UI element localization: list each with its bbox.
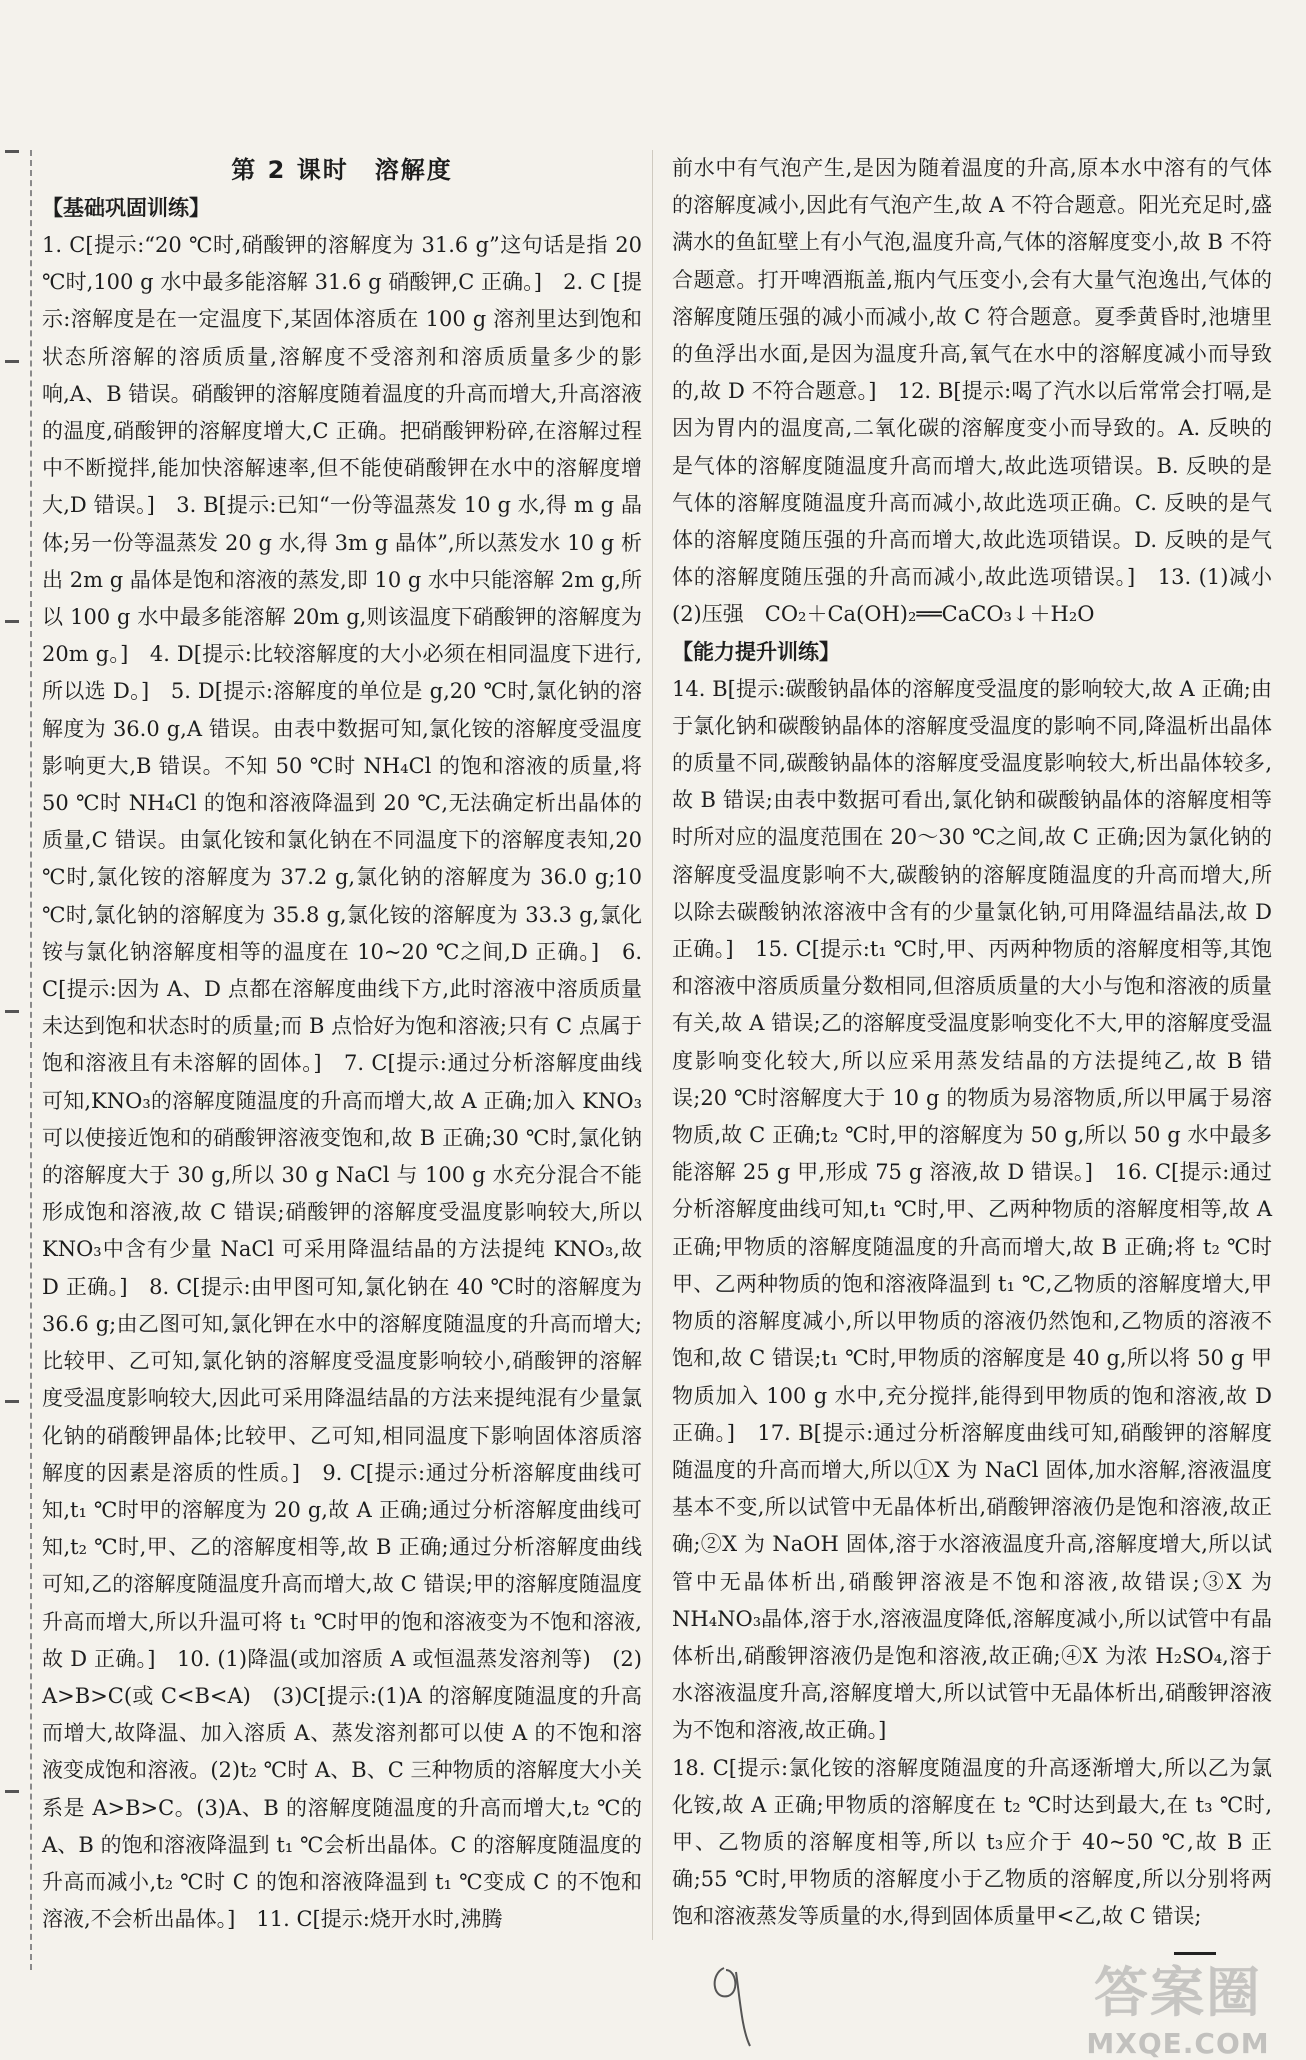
answer-paragraph: 1. C[提示:“20 ℃时,硝酸钾的溶解度为 31.6 g”这句话是指 20 ℃时,100 g 水中最多能溶解 31.6 g 硝酸钾,C 正确。] 2. C [提示:溶解度是在一定温度下,某固体溶质在 100 g 溶剂里达到饱和状态所溶解的溶质质量,溶解度不受溶剂和溶质质量多少的影响,A、B 错误。硝酸钾的溶解度随着温度的升高而增大,升高溶液的温度,硝酸钾的溶解度增大,C 正确。把硝酸钾粉碎,在溶解过程中不断搅拌,能加快溶解速率,但不能使硝酸钾在水中的溶解度增大,D 错误。] 3. B[提示:已知“一份等温蒸发 10 g 水,得 m g 晶体;另一份等温蒸发 20 g 水,得 3m g 晶体”,所以蒸发水 10 g 析出 2m g 晶体是饱和溶液的蒸发,即 10 g 水中只能溶解 2m g,所以 100 g 水中最多能溶解 20m g,则该温度下硝酸钾的溶解度为 20m g。] 4. D[提示:比较溶解度的大小必须在相同温度下进行,所以选 D。] 5. D[提示:溶解度的单位是 g,20 ℃时,氯化钠的溶解度为 36.0 g,A 错误。由表中数据可知,氯化铵的溶解度受温度影响更大,B 错误。不知 50 ℃时 NH₄Cl 的饱和溶液的质量,将 50 ℃时 NH₄Cl 的饱和溶液降温到 20 ℃,无法确定析出晶体的质量,C 错误。由氯化铵和氯化钠在不同温度下的溶解度表知,20 ℃时,氯化铵的溶解度为 37.2 g,氯化钠的溶解度为 36.0 g;10 ℃时,氯化钠的溶解度为 35.8 g,氯化铵的溶解度为 33.3 g,氯化铵与氯化钠溶解度相等的温度在 10~20 ℃之间,D 正确。] 6. C[提示:因为 A、D 点都在溶解度曲线下方,此时溶液中溶质质量未达到饱和状态时的质量;而 B 点恰好为饱和溶液;只有 C 点属于饱和溶液且有未溶解的固体。] 7. C[提示:通过分析溶解度曲线可知,KNO₃的溶解度随温度的升高而增大,故 A 正确;加入 KNO₃可以使接近饱和的硝酸钾溶液变饱和,故 B 正确;30 ℃时,氯化钠的溶解度大于 30 g,所以 30 g NaCl 与 100 g 水充分混合不能形成饱和溶液,故 C 错误;硝酸钾的溶解度受温度影响较大,所以 KNO₃中含有少量 NaCl 可采用降温结晶的方法提纯 KNO₃,故 D 正确。] 8. C[提示:由甲图可知,氯化钠在 40 ℃时的溶解度为 36.6 g;由乙图可知,氯化钾在水中的溶解度随温度的升高而增大;比较甲、乙可知,氯化钠的溶解度受温度影响较小,硝酸钾的溶解度受温度影响较大,因此可采用降温结晶的方法来提纯混有少量氯化钠的硝酸钾晶体;比较甲、乙可知,相同温度下影响固体溶质溶解度的因素是溶质的性质。] 9. C[提示:通过分析溶解度曲线可知,t₁ ℃时甲的溶解度为 20 g,故 A 正确;通过分析溶解度曲线可知,t₂ ℃时,甲、乙的溶解度相等,故 B 正确;通过分析溶解度曲线可知,乙的溶解度随温度升高而增大,故 C 错误;甲的溶解度随温度升高而增大,所以升温可将 t₁ ℃时甲的饱和溶液变为不饱和溶液,故 D 正确。] 10. (1)降温(或加溶质 A 或恒温蒸发溶剂等) (2) A>B>C(或 C<B<A) (3)C[提示:(1)A 的溶解度随温度的升高而增大,故降温、加入溶质 A、蒸发溶剂都可以使 A 的不饱和溶液变成饱和溶液。(2)t₂ ℃时 A、B、C 三种物质的溶解度大小关系是 A>B>C。(3)A、B 的溶解度随温度的升高而增大,t₂ ℃的 A、B 的饱和溶液降温到 t₁ ℃会析出晶体。C 的溶解度随温度的升高而减小,t₂ ℃时 C 的饱和溶液降温到 t₁ ℃变成 C 的不饱和溶液,不会析出晶体。] 11. C[提示:烧开水时,沸腾 <box>42 233 642 1932</box>
watermark <box>1068 1950 1288 2060</box>
left-column <box>42 150 642 1938</box>
section-heading-advanced: 【能力提升训练】 <box>672 639 840 664</box>
answer-paragraph: 18. C[提示:氯化铵的溶解度随温度的升高逐渐增大,所以乙为氯化铵,故 A 正确;甲物质的溶解度在 t₂ ℃时达到最大,在 t₃ ℃时,甲、乙物质的溶解度相等,所以 t₃应介于 40~50 ℃,故 B 正确;55 ℃时,甲物质的溶解度小于乙物质的溶解度,所以分别将两饱和溶液蒸发等质量的水,得到固体质量甲<乙,故 C 错误; <box>672 1755 1272 1929</box>
binding-tick <box>5 1010 19 1013</box>
handwritten-mark <box>706 1960 786 2054</box>
answer-paragraph: 14. B[提示:碳酸钠晶体的溶解度受温度的影响较大,故 A 正确;由于氯化钠和碳酸钠晶体的溶解度受温度的影响不同,降温析出晶体的质量不同,碳酸钠晶体的溶解度受温度影响较大,析出晶体较多,故 B 错误;由表中数据可看出,氯化钠和碳酸钠晶体的溶解度相等时所对应的温度范围在 20～30 ℃之间,故 C 正确;因为氯化钠的溶解度受温度影响不大,碳酸钠的溶解度随温度的升高而增大,所以除去碳酸钠浓溶液中含有的少量氯化钠,可用降温结晶法,故 D 正确。] 15. C[提示:t₁ ℃时,甲、丙两种物质的溶解度相等,其饱和溶液中溶质质量分数相同,但溶质质量的大小与饱和溶液的质量有关,故 A 错误;乙的溶解度受温度影响变化不大,甲的溶解度受温度影响变化较大,所以应采用蒸发结晶的方法提纯乙,故 B 错误;20 ℃时溶解度大于 10 g 的物质为易溶物质,所以甲属于易溶物质,故 C 正确;t₂ ℃时,甲的溶解度为 50 g,所以 50 g 水中最多能溶解 25 g 甲,形成 75 g 溶液,故 D 错误。] 16. C[提示:通过分析溶解度曲线可知,t₁ ℃时,甲、乙两种物质的溶解度相等,故 A 正确;甲物质的溶解度随温度的升高而增大,故 B 正确;将 t₂ ℃时甲、乙两种物质的饱和溶液降温到 t₁ ℃,乙物质的溶解度增大,甲物质的溶解度减小,所以甲物质的溶液仍然饱和,乙物质的溶液不饱和,故 C 错误;t₁ ℃时,甲物质的溶解度是 40 g,所以将 50 g 甲物质加入 100 g 水中,充分搅拌,能得到甲物质的饱和溶液,故 D 正确。] 17. B[提示:通过分析溶解度曲线可知,硝酸钾的溶解度随温度的升高而增大,所以①X 为 NaCl 固体,加水溶解,溶液温度基本不变,所以试管中无晶体析出,硝酸钾溶液仍是饱和溶液,故正确;②X 为 NaOH 固体,溶于水溶液温度升高,溶解度增大,所以试管中无晶体析出,硝酸钾溶液是不饱和溶液,故错误;③X 为 NH₄NO₃晶体,溶于水,溶液温度降低,溶解度减小,所以试管中有晶体析出,硝酸钾溶液仍是饱和溶液,故正确;④X 为浓 H₂SO₄,溶于水溶液温度升高,溶解度增大,所以试管中无晶体析出,硝酸钾溶液为不饱和溶液,故正确。] <box>672 676 1272 1743</box>
answer-paragraph: 前水中有气泡产生,是因为随着温度的升高,原本水中溶有的气体的溶解度减小,因此有气泡产生,故 A 不符合题意。阳光充足时,盛满水的鱼缸壁上有小气泡,温度升高,气体的溶解度变小,故 B 不符合题意。打开啤酒瓶盖,瓶内气压变小,会有大量气泡逸出,气体的溶解度随压强的减小而减小,故 C 符合题意。夏季黄昏时,池塘里的鱼浮出水面,是因为温度升高,氧气在水中的溶解度减小而导致的,故 D 不符合题意。] 12. B[提示:喝了汽水以后常常会打嗝,是因为胃内的温度高,二氧化碳的溶解度变小而导致的。A. 反映的是气体的溶解度随温度升高而增大,故此选项错误。B. 反映的是气体的溶解度随温度升高而减小,故此选项正确。C. 反映的是气体的溶解度随压强的升高而增大,故此选项错误。D. 反映的是气体的溶解度随压强的升高而减小,故此选项错误。] 13. (1)减小 (2)压强 CO₂＋Ca(OH)₂══CaCO₃↓＋H₂O <box>672 156 1293 627</box>
binding-tick <box>5 150 19 153</box>
binding-tick <box>5 360 19 363</box>
watermark-url: MXQE.COM <box>1086 2027 1270 2060</box>
lesson-title: 第 2 课时 溶解度 <box>231 156 453 184</box>
binding-tick <box>5 620 19 623</box>
watermark-logo: 答案圈 <box>1094 1961 1262 2024</box>
binding-margin <box>0 150 32 1970</box>
right-column <box>672 150 1293 1936</box>
section-heading-basic: 【基础巩固训练】 <box>42 196 210 220</box>
binding-tick <box>5 1400 19 1403</box>
column-divider <box>652 150 653 1940</box>
binding-tick <box>5 1790 19 1793</box>
